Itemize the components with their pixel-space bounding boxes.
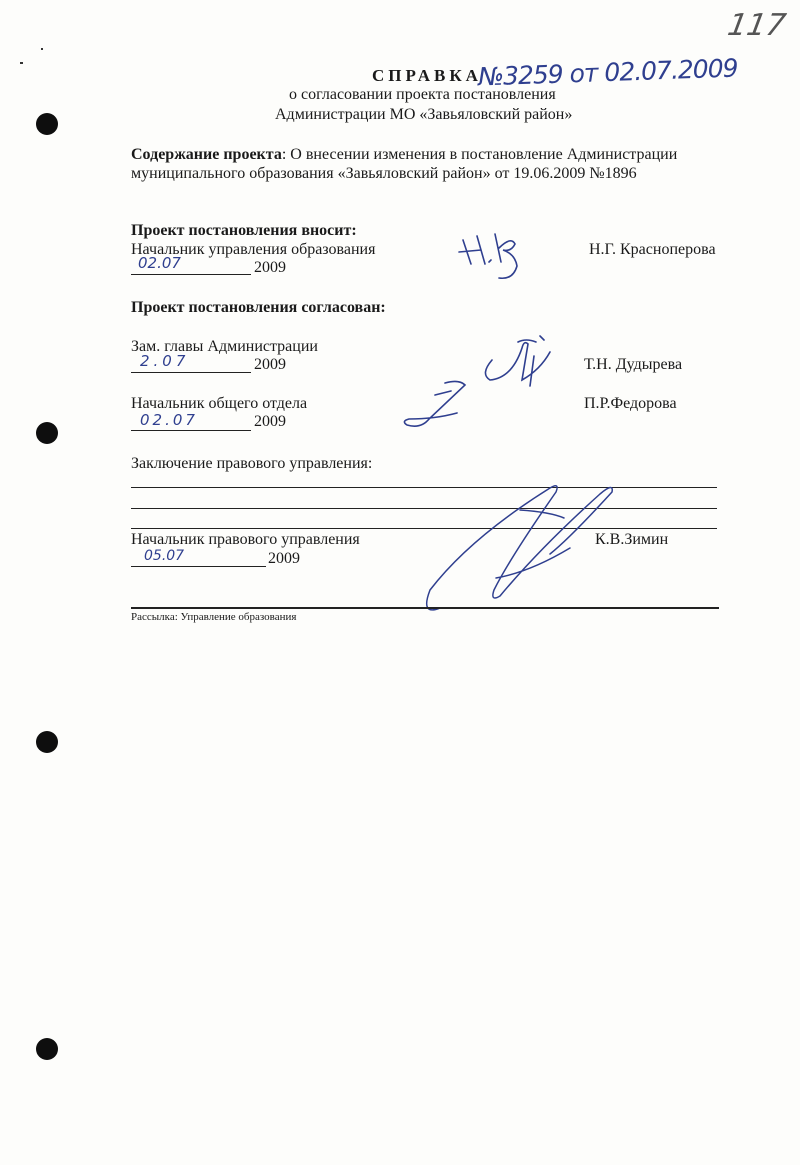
project-content-label: Содержание проекта — [131, 146, 282, 163]
footer-divider — [131, 607, 719, 609]
submitter-name: Н.Г. Красноперова — [589, 241, 716, 258]
signature-fedorova — [395, 375, 505, 445]
legal-heading: Заключение правового управления: — [131, 455, 373, 472]
document-subtitle: Администрации МО «Завьяловский район» — [275, 106, 573, 123]
legal-year: 2009 — [268, 550, 300, 567]
submitter-position: Начальник управления образования — [131, 241, 376, 258]
submitted-heading: Проект постановления вносит: — [131, 222, 357, 239]
punch-hole — [36, 1038, 58, 1060]
approver1-name: Т.Н. Дудырева — [584, 356, 683, 373]
project-content — [131, 146, 677, 164]
punch-hole — [36, 731, 58, 753]
date-underline — [131, 274, 251, 275]
project-content-text: : О внесении изменения в постановление Администрации — [281, 146, 678, 163]
legal-position: Начальник правового управления — [131, 531, 360, 548]
approver2-name: П.Р.Федорова — [584, 395, 677, 412]
distribution-note: Рассылка: Управление образования — [131, 611, 297, 623]
document-subtitle: о согласовании проекта постановления — [289, 86, 556, 103]
approved-heading: Проект постановления согласован: — [131, 299, 386, 316]
submitter-year: 2009 — [254, 259, 286, 276]
page-number: 117 — [724, 8, 789, 43]
approver2-year: 2009 — [254, 413, 286, 430]
paper-speck — [41, 48, 43, 50]
approver1-year: 2009 — [254, 356, 286, 373]
punch-hole — [36, 422, 58, 444]
punch-hole — [36, 113, 58, 135]
date-underline — [131, 372, 251, 373]
submitter-date: 02.07 — [138, 254, 181, 272]
signature-krasnoperova — [455, 222, 555, 292]
legal-name: К.В.Зимин — [595, 531, 669, 548]
registration-number: №3259 от 02.07.2009 — [477, 53, 738, 92]
document-title: СПРАВКА — [372, 66, 482, 85]
approver1-position: Зам. главы Администрации — [131, 338, 318, 355]
approver1-date: 2.07 — [140, 352, 190, 370]
approver2-date: 02.07 — [140, 411, 198, 429]
approver2-position: Начальник общего отдела — [131, 395, 308, 412]
project-content-text: муниципального образования «Завьяловский район» от 19.06.2009 №1896 — [131, 165, 637, 182]
date-underline — [131, 430, 251, 431]
paper-speck — [20, 62, 23, 64]
date-underline — [131, 566, 266, 567]
signature-zimin — [400, 478, 640, 618]
legal-date: 05.07 — [144, 548, 185, 564]
